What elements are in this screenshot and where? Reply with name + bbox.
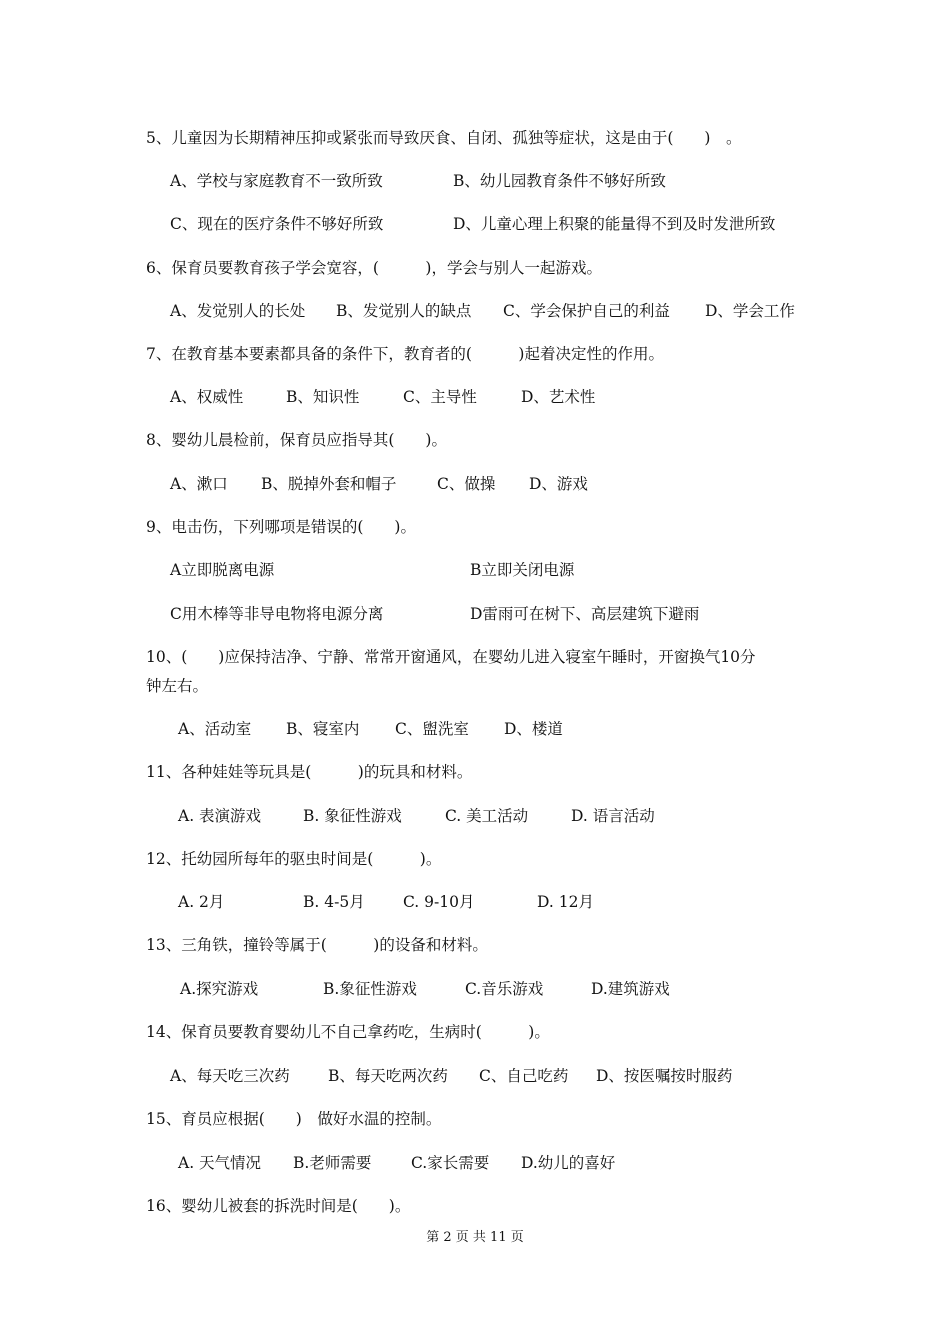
option-6c: C、学会保护自己的利益 [503, 302, 670, 320]
option-14c: C、自己吃药 [479, 1067, 569, 1085]
option-6b: B、发觉别人的缺点 [336, 302, 472, 320]
question-15: 15、育员应根据( ) 做好水温的控制。 [146, 1110, 442, 1128]
option-15b: B.老师需要 [293, 1154, 372, 1172]
option-10a: A、活动室 [178, 720, 252, 738]
option-10d: D、楼道 [504, 720, 563, 738]
question-10: 10、( )应保持洁净、宁静、常常开窗通风，在婴幼儿进入寝室午睡时，开窗换气10分 [146, 648, 756, 666]
option-12d: D. 12月 [537, 893, 594, 911]
option-9a: A立即脱离电源 [170, 561, 275, 579]
question-8: 8、婴幼儿晨检前，保育员应指导其( )。 [146, 431, 447, 449]
option-14d: D、按医嘱按时服药 [596, 1067, 733, 1085]
question-14: 14、保育员要教育婴幼儿不自己拿药吃，生病时( )。 [146, 1023, 550, 1041]
question-13: 13、三角铁，撞铃等属于( )的设备和材料。 [146, 936, 488, 954]
option-12a: A. 2月 [178, 893, 225, 911]
option-7d: D、艺术性 [521, 388, 596, 406]
option-14b: B、每天吃两次药 [328, 1067, 448, 1085]
option-13c: C.音乐游戏 [465, 980, 544, 998]
option-13d: D.建筑游戏 [591, 980, 670, 998]
option-10c: C、盥洗室 [395, 720, 469, 738]
option-15a: A. 天气情况 [178, 1154, 262, 1172]
option-7c: C、主导性 [403, 388, 477, 406]
option-5b: B、幼儿园教育条件不够好所致 [453, 172, 666, 190]
option-9b: B立即关闭电源 [470, 561, 575, 579]
option-5a: A、学校与家庭教育不一致所致 [170, 172, 383, 190]
question-5: 5、儿童因为长期精神压抑或紧张而导致厌食、自闭、孤独等症状，这是由于( ) 。 [146, 129, 742, 147]
option-6d: D、学会工作 [705, 302, 795, 320]
option-11b: B. 象征性游戏 [303, 807, 402, 825]
option-13b: B.象征性游戏 [323, 980, 417, 998]
question-11: 11、各种娃娃等玩具是( )的玩具和材料。 [146, 763, 473, 781]
option-8c: C、做操 [437, 475, 496, 493]
question-16: 16、婴幼儿被套的拆洗时间是( )。 [146, 1197, 411, 1215]
option-9c: C用木棒等非导电物将电源分离 [170, 605, 384, 623]
option-10b: B、寝室内 [286, 720, 360, 738]
option-15c: C.家长需要 [411, 1154, 490, 1172]
option-6a: A、发觉别人的长处 [170, 302, 306, 320]
page-number-footer: 第 2 页 共 11 页 [426, 1230, 524, 1245]
option-12c: C. 9-10月 [403, 893, 475, 911]
option-7b: B、知识性 [286, 388, 360, 406]
question-6: 6、保育员要教育孩子学会宽容，( )，学会与别人一起游戏。 [146, 259, 602, 277]
option-7a: A、权威性 [170, 388, 244, 406]
question-12: 12、托幼园所每年的驱虫时间是( )。 [146, 850, 442, 868]
option-12b: B. 4-5月 [303, 893, 365, 911]
option-11d: D. 语言活动 [571, 807, 655, 825]
option-8a: A、漱口 [170, 475, 228, 493]
option-5d: D、儿童心理上积聚的能量得不到及时发泄所致 [453, 215, 776, 233]
option-8d: D、游戏 [529, 475, 588, 493]
option-15d: D.幼儿的喜好 [521, 1154, 616, 1172]
option-13a: A.探究游戏 [180, 980, 259, 998]
option-11c: C. 美工活动 [445, 807, 529, 825]
option-9d: D雷雨可在树下、高层建筑下避雨 [470, 605, 700, 623]
option-8b: B、脱掉外套和帽子 [261, 475, 397, 493]
option-14a: A、每天吃三次药 [170, 1067, 290, 1085]
question-7: 7、在教育基本要素都具备的条件下，教育者的( )起着决定性的作用。 [146, 345, 664, 363]
question-9: 9、电击伤，下列哪项是错误的( )。 [146, 518, 416, 536]
option-5c: C、现在的医疗条件不够好所致 [170, 215, 384, 233]
option-11a: A. 表演游戏 [178, 807, 262, 825]
question-10-continued: 钟左右。 [146, 677, 209, 695]
